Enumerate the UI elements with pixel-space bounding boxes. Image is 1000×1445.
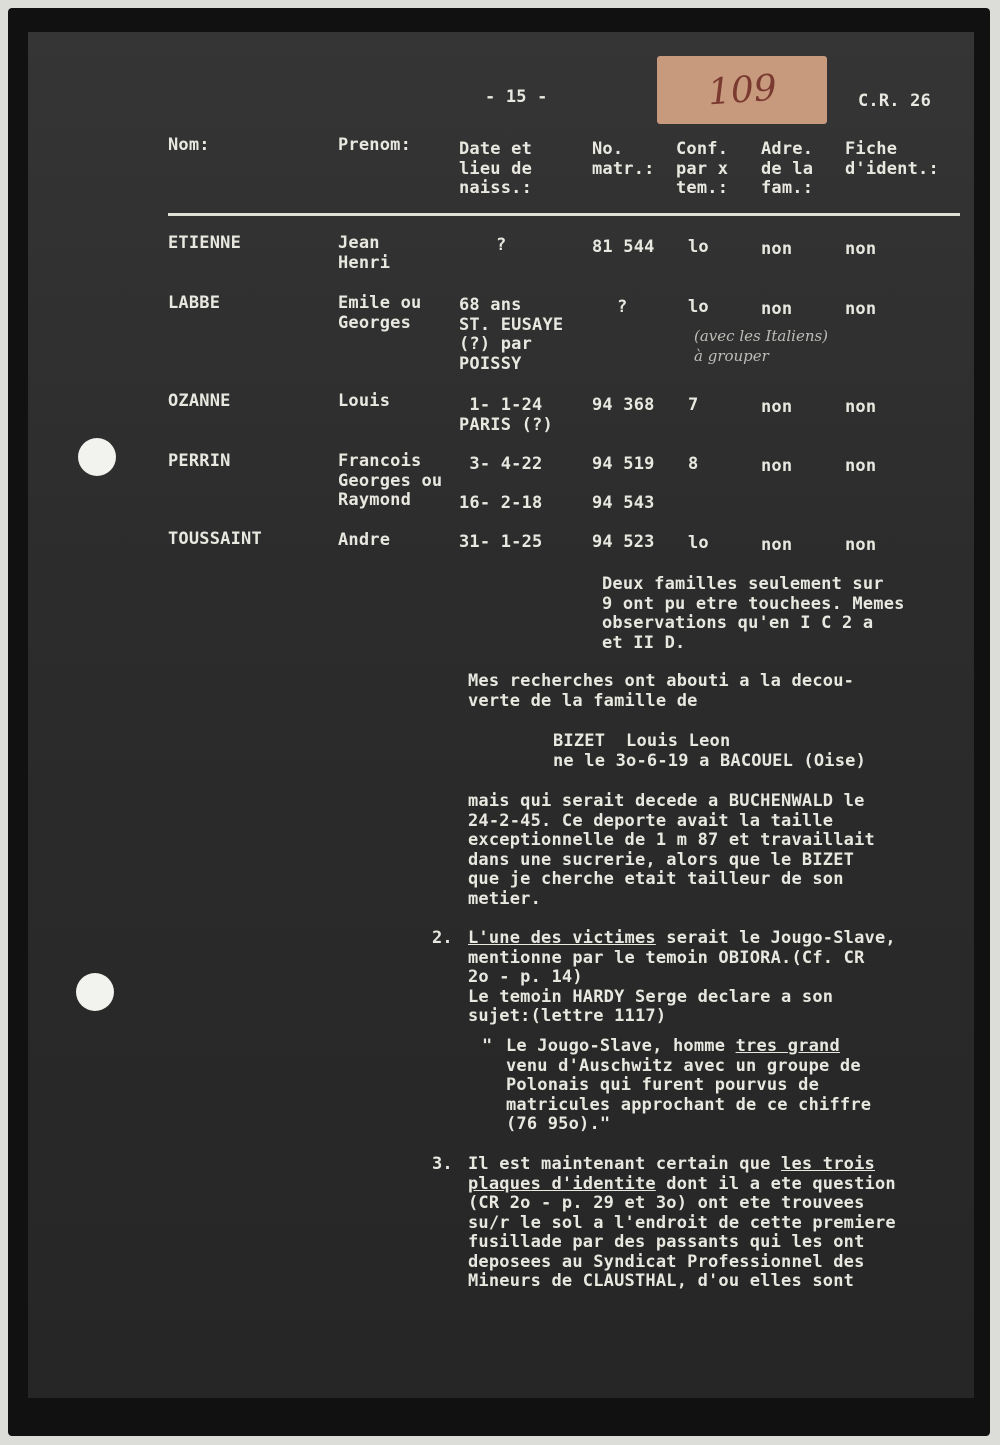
header-adresse: Adre. de la fam.:: [761, 139, 814, 198]
row-adresse: non: [761, 239, 793, 259]
underlined-phrase: L'une des victimes: [468, 928, 656, 948]
row-date: 31- 1-25: [459, 532, 543, 552]
row-nom: OZANNE: [168, 391, 231, 411]
row-prenom: Emile ou Georges: [338, 293, 422, 333]
row-date: ?: [496, 235, 507, 255]
report-reference: C.R. 26: [858, 91, 932, 111]
paragraph-victim: L'une des victimes serait le Jougo-Slave, mentionne par le temoin OBIORA.(Cf. CR 2o - p. 14) Le temoin HARDY Serge declare a son sujet:(lettre 1117): [468, 928, 896, 1026]
row-conf: lo: [688, 237, 709, 257]
paragraph-research: Mes recherches ont abouti a la decou- verte de la famille de: [468, 671, 855, 711]
row-date: 1- 1-24 PARIS (?): [459, 395, 553, 435]
row-fiche: non: [845, 299, 877, 319]
archive-stamp: [657, 56, 827, 124]
row-date: 68 ans ST. EUSAYE (?) par POISSY: [459, 295, 564, 374]
row-adresse: non: [761, 535, 793, 555]
row-adresse: non: [761, 456, 793, 476]
quote-open: ": [482, 1036, 493, 1056]
row-prenom: Louis: [338, 391, 391, 411]
row-conf: lo: [688, 297, 709, 317]
header-rule: [168, 213, 960, 216]
header-nom: Nom:: [168, 135, 210, 155]
handwritten-note: (avec les Italiens) à grouper: [694, 327, 829, 365]
row-fiche: non: [845, 397, 877, 417]
row-adresse: non: [761, 397, 793, 417]
row-nom: TOUSSAINT: [168, 529, 262, 549]
row-fiche: non: [845, 456, 877, 476]
page-number: - 15 -: [485, 87, 548, 107]
underlined-phrase: les trois: [781, 1154, 875, 1174]
punch-hole: [78, 438, 116, 476]
paragraph-plaques: Il est maintenant certain que les trois plaques d'identite dont il a ete question (CR 2o - p. 29 et 3o) ont ete trouvees su/r le sol a l'endroit de cette premiere fusillade par des passants qui les ont deposees au Syndicat Professionnel des Mineurs de CLAUSTHAL, d'ou elles sont: [468, 1154, 896, 1291]
row-matricule: ?: [617, 297, 628, 317]
row-date: 3- 4-22 16- 2-18: [459, 454, 543, 513]
row-matricule: 94 519 94 543: [592, 454, 655, 513]
header-conf: Conf. par x tem.:: [676, 139, 729, 198]
row-matricule: 81 544: [592, 237, 655, 257]
row-conf: 8: [688, 454, 699, 474]
header-matricule: No. matr.:: [592, 139, 655, 179]
row-conf: 7: [688, 395, 699, 415]
bizet-identity: BIZET Louis Leon ne le 3o-6-19 a BACOUEL (Oise): [553, 731, 867, 771]
item-number-2: 2.: [432, 928, 453, 948]
stamp-number: 109: [706, 67, 778, 113]
item-number-3: 3.: [432, 1154, 453, 1174]
underlined-phrase: tres grand: [735, 1036, 840, 1056]
underlined-phrase: plaques d'identite: [468, 1173, 656, 1194]
row-prenom: Francois Georges ou Raymond: [338, 451, 443, 510]
row-nom: PERRIN: [168, 451, 231, 471]
punch-hole: [76, 973, 114, 1011]
header-fiche: Fiche d'ident.:: [845, 139, 939, 179]
row-fiche: non: [845, 535, 877, 555]
quotation: Le Jougo-Slave, homme tres grand venu d'Auschwitz avec un groupe de Polonais qui furent pourvus de matricules approchant de ce chiffre (76 95o).": [506, 1036, 872, 1134]
row-matricule: 94 523: [592, 532, 655, 552]
row-adresse: non: [761, 299, 793, 319]
row-prenom: Andre: [338, 530, 391, 550]
row-nom: LABBE: [168, 293, 221, 313]
row-matricule: 94 368: [592, 395, 655, 415]
paragraph-families: Deux familles seulement sur 9 ont pu etre touchees. Memes observations qu'en I C 2 a et II D.: [602, 574, 905, 653]
header-prenom: Prenom:: [338, 135, 412, 155]
row-prenom: Jean Henri: [338, 233, 391, 273]
header-date: Date et lieu de naiss.:: [459, 139, 533, 198]
paragraph-bizet-details: mais qui serait decede a BUCHENWALD le 24-2-45. Ce deporte avait la taille exceptionnelle de 1 m 87 et travaillait dans une sucrerie, alors que le BIZET que je cherche etait tailleur de son metier.: [468, 791, 875, 909]
row-nom: ETIENNE: [168, 233, 242, 253]
row-conf: lo: [688, 533, 709, 553]
row-fiche: non: [845, 239, 877, 259]
